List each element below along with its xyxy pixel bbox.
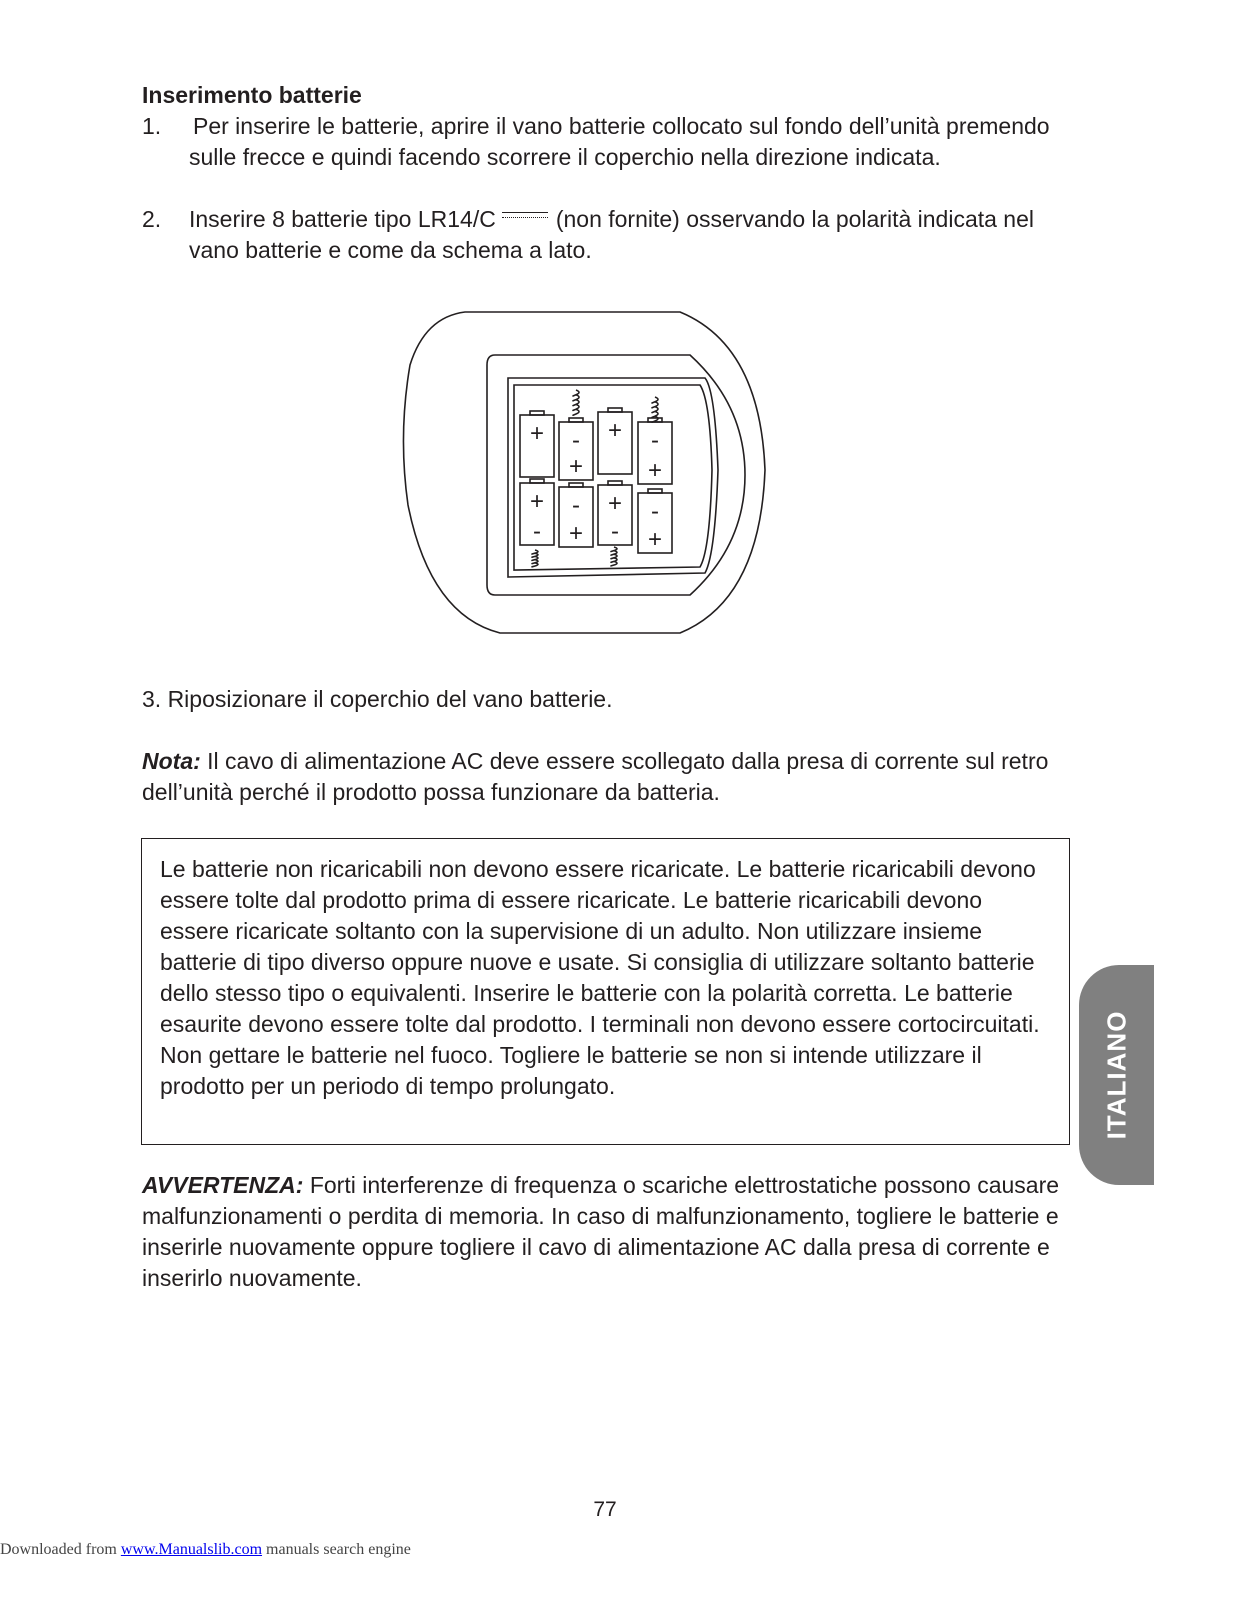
battery-terminal — [569, 418, 583, 422]
footer — [0, 1541, 411, 1559]
polarity-label: - — [651, 427, 659, 454]
polarity-label: - — [572, 492, 580, 519]
polarity-label: - — [533, 518, 541, 545]
spring-icon — [611, 547, 617, 566]
polarity-label: + — [568, 453, 584, 480]
battery-terminal — [648, 489, 662, 493]
page-number: 77 — [593, 1498, 617, 1521]
polarity-label: + — [607, 417, 623, 444]
polarity-label: - — [611, 518, 619, 545]
manualslib-link[interactable]: www.Manualslib.com — [120, 1541, 263, 1558]
note-label: Nota: — [142, 748, 201, 774]
spring-icon — [573, 390, 579, 415]
battery-warning-text: Le batterie non ricaricabili non devono essere ricaricate. Le batterie ricaricabili devono essere tolte dal prodotto prima di essere ricaricate. Le batterie ricaricabili devono essere ricaricate soltanto con la supervisione di un adulto. Non utilizzare insieme batterie di tipo diverso oppure nuove e usate. Si consiglia di utilizzare soltanto batterie dello stesso tipo o equivalenti. Inserire le batterie con la polarità corretta. Le batterie esaurite devono essere tolte dal prodotto. I terminali non devono essere cortocircuitati. Non gettare le batterie nel fuoco. Togliere le batterie se non si intende utilizzare il prodotto per un periodo di tempo prolungato. — [160, 856, 1040, 1099]
battery-terminal — [608, 408, 622, 412]
polarity-label: - — [572, 427, 580, 454]
polarity-label: + — [607, 490, 623, 517]
step-2-text-before: Inserire 8 batterie tipo LR14/C — [189, 206, 496, 232]
polarity-label: + — [647, 457, 663, 484]
step-2-text-after: (non fornite) osservando la polarità indicata nel vano batterie e come da schema a lato. — [189, 206, 1034, 263]
note-text: Il cavo di alimentazione AC deve essere scollegato dalla presa di corrente sul retro dell’unità perché il prodotto possa funzionare da batteria. — [142, 748, 1049, 805]
polarity-label: - — [651, 498, 659, 525]
language-tab — [1079, 965, 1154, 1185]
battery-terminal — [530, 479, 544, 483]
step-2 — [142, 204, 1082, 266]
step-2-number: 2. — [142, 206, 162, 232]
step-1-number: 1. — [142, 113, 162, 139]
polarity-label: + — [529, 488, 545, 515]
caution-text: Forti interferenze di frequenza o scariche elettrostatiche possono causare malfunzionamenti o perdita di memoria. In caso di malfunzionamento, togliere le batterie e inserirle nuovamente oppure togliere il cavo di alimentazione AC dalla presa di corrente e inserirlo nuovamente. — [142, 1172, 1060, 1291]
note-paragraph — [142, 746, 1077, 808]
spring-icon — [532, 550, 538, 567]
caution-label: AVVERTENZA: — [142, 1172, 304, 1198]
section-title: Inserimento batterie — [142, 82, 362, 108]
device-outer-shell — [403, 312, 765, 633]
polarity-label: + — [647, 526, 663, 553]
battery-terminal — [608, 481, 622, 485]
polarity-label: + — [568, 520, 584, 547]
step-2-body — [189, 204, 1082, 266]
battery-terminal — [569, 483, 583, 487]
dc-voltage-icon — [502, 212, 548, 224]
battery-warning-box — [141, 838, 1070, 1145]
caution-paragraph — [142, 1170, 1077, 1294]
battery-terminal — [530, 411, 544, 415]
step-3-text: 3. Riposizionare il coperchio del vano batterie. — [142, 686, 613, 712]
polarity-label: + — [529, 420, 545, 447]
footer-suffix: manuals search engine — [262, 1541, 411, 1558]
language-tab-label: ITALIANO — [1101, 1010, 1131, 1140]
step-1-text: Per inserire le batterie, aprire il vano batterie collocato sul fondo dell’unità premendo sulle frecce e quindi facendo scorrere il coperchio nella direzione indicata. — [189, 113, 1050, 170]
battery-compartment-diagram — [390, 305, 770, 640]
footer-prefix: Downloaded from — [0, 1541, 121, 1558]
step-1 — [142, 111, 1082, 173]
